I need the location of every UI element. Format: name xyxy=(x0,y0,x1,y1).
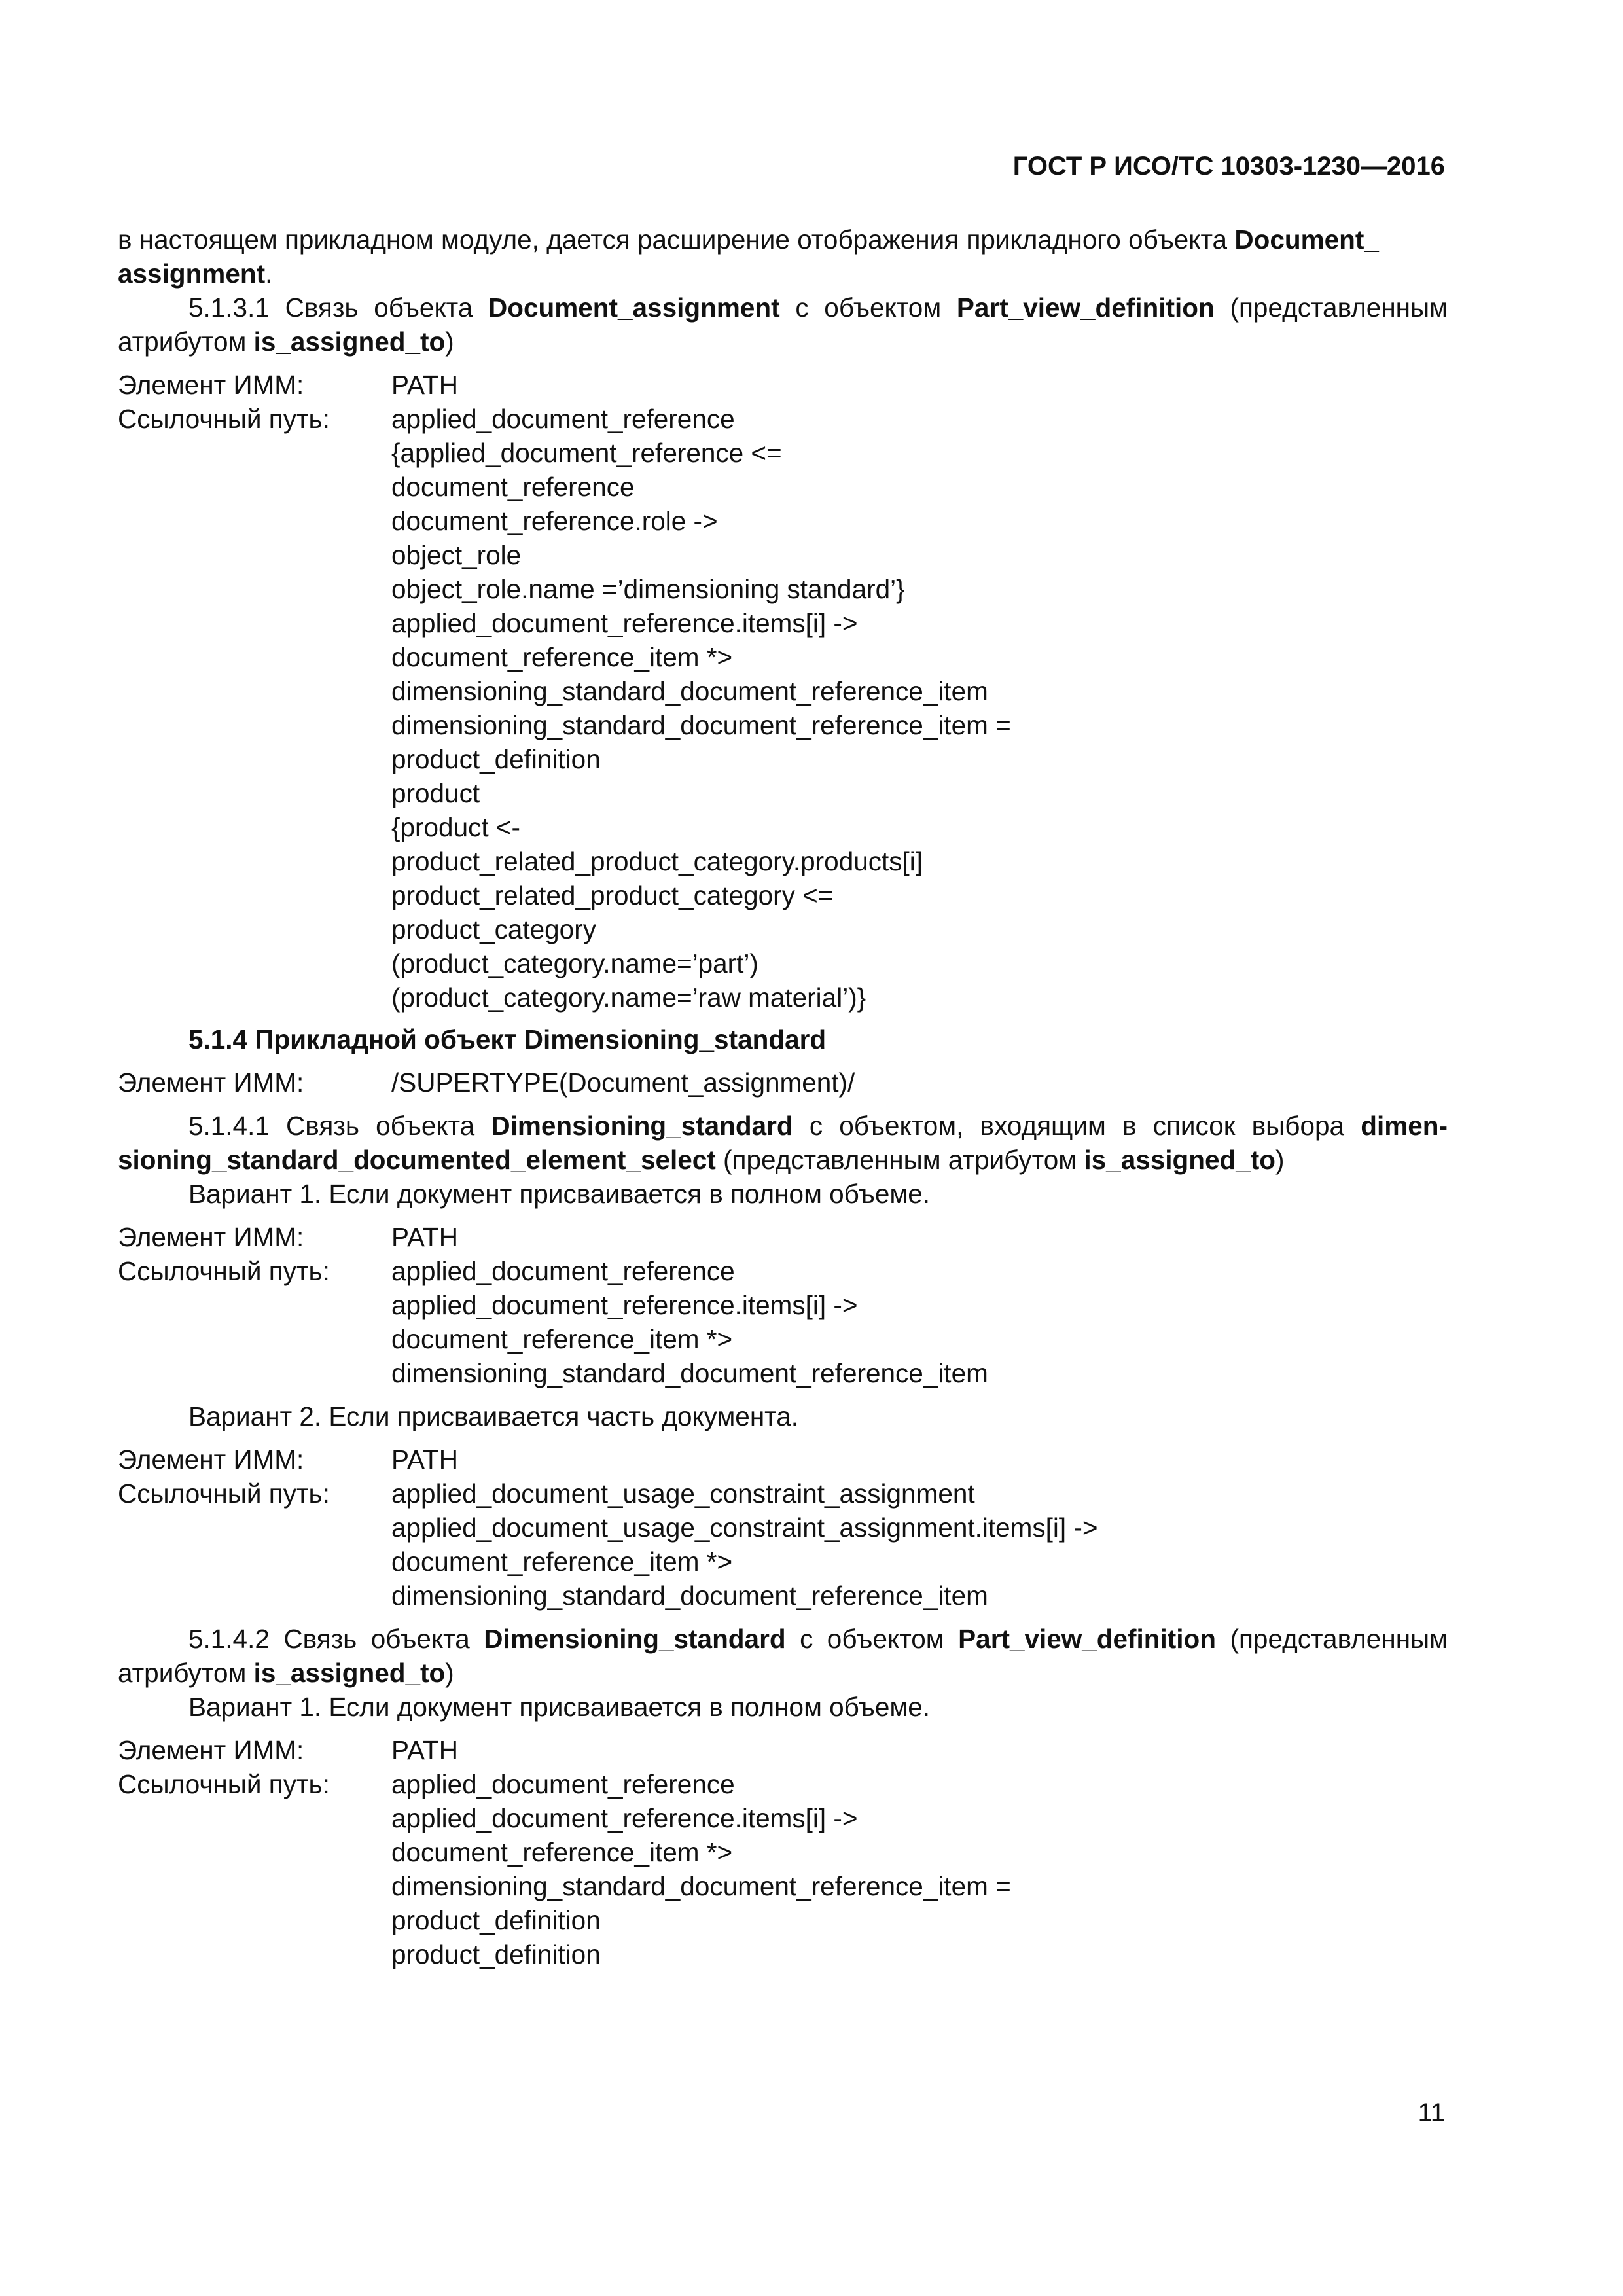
reference-path-row xyxy=(118,1767,1448,1971)
path-line: applied_document_usage_constraint_assignment xyxy=(391,1479,975,1509)
reference-path-row xyxy=(118,1254,1448,1390)
clause-bold-attribute: is_assigned_to xyxy=(253,327,446,357)
clause-text: (представленным атрибутом xyxy=(118,1624,1448,1688)
path-line: dimensioning_standard_document_reference_item xyxy=(391,1581,988,1611)
aim-element-value: /SUPERTYPE(Document_assignment)/ xyxy=(391,1067,855,1098)
path-line: document_reference_item *> xyxy=(391,1837,733,1867)
reference-path-label: Ссылочный путь: xyxy=(118,404,330,434)
clause-bold-entity: Document_assignment xyxy=(488,293,780,323)
clause-text: (представленным атрибутом xyxy=(715,1145,1084,1175)
path-line: {product <- xyxy=(391,812,521,842)
aim-element-row xyxy=(118,1066,1448,1100)
intro-bold-document: Document_ xyxy=(1234,224,1379,255)
clause-text: ) xyxy=(445,1658,454,1688)
path-line: product_category xyxy=(391,914,596,944)
variant-2-text: Вариант 2. Если присваивается часть документа. xyxy=(188,1401,799,1431)
clause-bold-attribute: is_assigned_to xyxy=(1084,1145,1276,1175)
clause-bold-entity: Part_view_definition xyxy=(956,293,1215,323)
aim-element-label: Элемент ИММ: xyxy=(118,1067,304,1098)
reference-path-label: Ссылочный путь: xyxy=(118,1256,330,1286)
path-line: dimensioning_standard_document_reference_item = xyxy=(391,1871,1011,1901)
reference-path-label: Ссылочный путь: xyxy=(118,1769,330,1799)
variant-1-text: Вариант 1. Если документ присваивается в полном объеме. xyxy=(188,1692,930,1722)
path-line: object_role xyxy=(391,540,522,570)
reference-path-row xyxy=(118,402,1448,1014)
path-line: applied_document_reference.items[i] -> xyxy=(391,1290,858,1320)
path-line: document_reference xyxy=(391,472,635,502)
section-heading-5-1-4: 5.1.4 Прикладной объект Dimensioning_standard xyxy=(188,1024,827,1054)
clause-text: с объектом xyxy=(779,293,957,323)
path-line: applied_document_reference.items[i] -> xyxy=(391,1803,858,1833)
aim-element-row xyxy=(118,1220,1448,1254)
path-line: dimensioning_standard_document_reference_item xyxy=(391,676,988,706)
aim-element-label: Элемент ИММ: xyxy=(118,1444,304,1475)
aim-element-row xyxy=(118,368,1448,402)
path-line: product_definition xyxy=(391,744,601,774)
clause-number: 5.1.4.1 xyxy=(188,1111,270,1141)
path-line: product_definition xyxy=(391,1939,601,1969)
clause-5-1-4-1 xyxy=(118,1109,1448,1177)
clause-text: (представленным атрибутом xyxy=(118,293,1448,357)
aim-element-label: Элемент ИММ: xyxy=(118,1735,304,1765)
page-number: 11 xyxy=(1418,2098,1445,2127)
clause-text: ) xyxy=(1275,1145,1285,1175)
reference-path-row xyxy=(118,1477,1448,1613)
path-line: dimensioning_standard_document_reference_item xyxy=(391,1358,988,1388)
path-line: applied_document_usage_constraint_assignment.items[i] -> xyxy=(391,1513,1098,1543)
path-line: document_reference_item *> xyxy=(391,1324,733,1354)
clause-text: Связь объекта xyxy=(269,1111,491,1141)
reference-path-value xyxy=(391,1767,1448,1971)
path-line: product_definition xyxy=(391,1905,601,1935)
clause-text: Связь объекта xyxy=(269,1624,484,1654)
path-line: product_related_product_category <= xyxy=(391,880,834,910)
clause-text: Связь объекта xyxy=(269,293,488,323)
path-line: {applied_document_reference <= xyxy=(391,438,782,468)
clause-number: 5.1.4.2 xyxy=(188,1624,270,1654)
path-line: document_reference_item *> xyxy=(391,1547,733,1577)
clause-bold-attribute: is_assigned_to xyxy=(253,1658,446,1688)
path-line: applied_document_reference xyxy=(391,1769,735,1799)
intro-paragraph xyxy=(118,223,1448,291)
path-line: applied_document_reference.items[i] -> xyxy=(391,608,858,638)
path-line: (product_category.name=’raw material’)} xyxy=(391,982,866,1013)
variant-1-text: Вариант 1. Если документ присваивается в полном объеме. xyxy=(188,1179,930,1209)
path-line: object_role.name =’dimensioning standard’} xyxy=(391,574,905,604)
aim-element-value: PATH xyxy=(391,370,459,400)
clause-text: с объектом xyxy=(785,1624,959,1654)
clause-bold-select: dimen-sioning_standard_documented_element_select xyxy=(118,1111,1448,1175)
path-line: product_related_product_category.products[i] xyxy=(391,846,923,876)
path-line: applied_document_reference xyxy=(391,1256,735,1286)
aim-element-row xyxy=(118,1733,1448,1767)
path-line: document_reference.role -> xyxy=(391,506,718,536)
clause-bold-entity: Dimensioning_standard xyxy=(491,1111,793,1141)
path-line: (product_category.name=’part’) xyxy=(391,948,758,978)
clause-5-1-3-1 xyxy=(118,291,1448,359)
aim-element-row xyxy=(118,1443,1448,1477)
clause-number: 5.1.3.1 xyxy=(188,293,270,323)
intro-text-end: . xyxy=(265,259,273,289)
path-line: dimensioning_standard_document_reference_item = xyxy=(391,710,1011,740)
aim-element-label: Элемент ИММ: xyxy=(118,370,304,400)
page-content xyxy=(118,223,1448,1971)
reference-path-label: Ссылочный путь: xyxy=(118,1479,330,1509)
intro-bold-assignment: assignment xyxy=(118,259,266,289)
clause-text: с объектом, входящим в список выбора xyxy=(793,1111,1361,1141)
clause-bold-entity: Dimensioning_standard xyxy=(484,1624,786,1654)
clause-bold-entity: Part_view_definition xyxy=(958,1624,1217,1654)
aim-element-value: PATH xyxy=(391,1735,459,1765)
reference-path-value xyxy=(391,1477,1448,1613)
reference-path-value xyxy=(391,1254,1448,1390)
aim-element-value: PATH xyxy=(391,1222,459,1252)
document-header: ГОСТ Р ИСО/ТС 10303-1230—2016 xyxy=(1012,152,1445,181)
path-line: product xyxy=(391,778,480,808)
clause-text: ) xyxy=(445,327,454,357)
path-line: applied_document_reference xyxy=(391,404,735,434)
aim-element-label: Элемент ИММ: xyxy=(118,1222,304,1252)
aim-element-value: PATH xyxy=(391,1444,459,1475)
clause-5-1-4-2 xyxy=(118,1622,1448,1690)
intro-text: в настоящем прикладном модуле, дается расширение отображения прикладного объекта xyxy=(118,224,1235,255)
path-line: document_reference_item *> xyxy=(391,642,733,672)
reference-path-value xyxy=(391,402,1448,1014)
